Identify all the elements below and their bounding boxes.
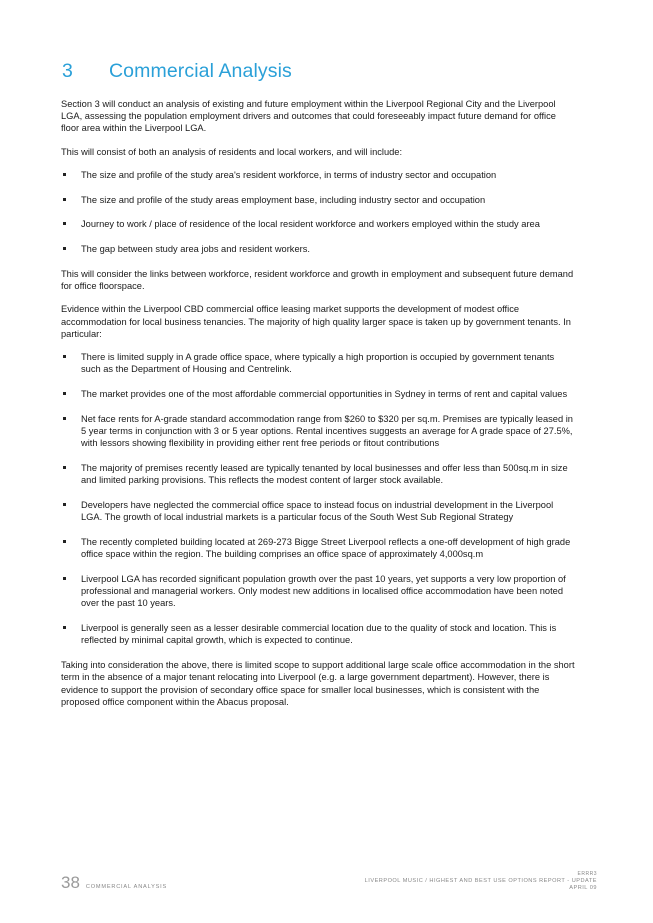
footer-doc-code: ERRR3 <box>577 871 597 877</box>
bullet-item: There is limited supply in A grade office space, where typically a high proportion is occupied by government tenants such as the Department of Housing and Centrelink. <box>61 351 575 375</box>
bullet-item: The recently completed building located at 269-273 Bigge Street Liverpool reflects a one-off development of high grade office space within the region. The building comprises an office space of approximately 4,000sq.m <box>61 536 575 560</box>
body-content <box>61 98 575 719</box>
bullet-item: The majority of premises recently leased are typically tenanted by local businesses and offer less than 500sq.m in size and limited parking provisions. This reflects the modest content of larger stock available. <box>61 462 575 486</box>
footer-section-name: COMMERCIAL ANALYSIS <box>85 884 168 890</box>
paragraph: Section 3 will conduct an analysis of existing and future employment within the Liverpool Regional City and the Liverpool LGA, assessing the population employment drivers and outcomes that could foreseeably impact future demand for office floor area within the Liverpool LGA. <box>61 99 556 134</box>
page-number: 38 <box>61 873 80 892</box>
paragraph: This will consider the links between workforce, resident workforce and growth in employment and subsequent future demand for office floorspace. <box>61 269 574 292</box>
bullet-item: The gap between study area jobs and resident workers. <box>61 243 575 255</box>
paragraph: Evidence within the Liverpool CBD commercial office leasing market supports the development of modest office accommodation for local business tenancies. The majority of high quality larger space is taken up by government tenants. In particular: <box>61 304 571 339</box>
section-title: Commercial Analysis <box>109 60 292 82</box>
bullet-item: The market provides one of the most affordable commercial opportunities in Sydney in terms of rent and capital values <box>61 388 575 400</box>
paragraph: Taking into consideration the above, there is limited scope to support additional large scale office accommodation in the short term in the absence of a major tenant relocating into Liverpool (e.g. a large government department). However, there is evidence to support the provision of secondary office space for smaller local businesses, which is consistent with the proposed office component within the Abacus proposal. <box>61 660 575 707</box>
bullet-item: Liverpool is generally seen as a lesser desirable commercial location due to the quality of stock and location. This is reflected by minimal capital growth, which is expected to continue. <box>61 622 575 646</box>
bullet-list <box>61 169 575 256</box>
bullet-item: The size and profile of the study area's resident workforce, in terms of industry sector and occupation <box>61 169 575 181</box>
bullet-list <box>61 351 575 647</box>
bullet-item: Liverpool LGA has recorded significant population growth over the past 10 years, yet supports a very low proportion of professional and managerial workers. Only modest new additions in localised office accommodation have been noted over the past 10 years. <box>61 573 575 610</box>
bullet-item: Developers have neglected the commercial office space to instead focus on industrial development in the Liverpool LGA. The growth of local industrial markets is a particular focus of the South West Sub Regional Strategy <box>61 499 575 523</box>
footer-doc-title: LIVERPOOL MUSIC / HIGHEST AND BEST USE OPTIONS REPORT - UPDATE <box>364 878 597 885</box>
bullet-item: Net face rents for A-grade standard accommodation range from $260 to $320 per sq.m. Premises are typically leased in 5 year terms in conjunction with 3 or 5 year options. Rental incentives suggests an average for A grade space of 27.5%, with lessors showing flexibility in providing either rent free periods or fitout contributions <box>61 413 575 450</box>
footer-right <box>365 871 597 893</box>
bullet-item: Journey to work / place of residence of the local resident workforce and workers employed within the study area <box>61 218 575 230</box>
section-heading <box>62 60 292 83</box>
footer-left <box>61 873 167 893</box>
bullet-item: The size and profile of the study areas employment base, including industry sector and occupation <box>61 194 575 206</box>
section-number: 3 <box>62 60 73 82</box>
footer-date: APRIL 09 <box>569 885 597 892</box>
paragraph: This will consist of both an analysis of residents and local workers, and will include: <box>61 146 403 157</box>
